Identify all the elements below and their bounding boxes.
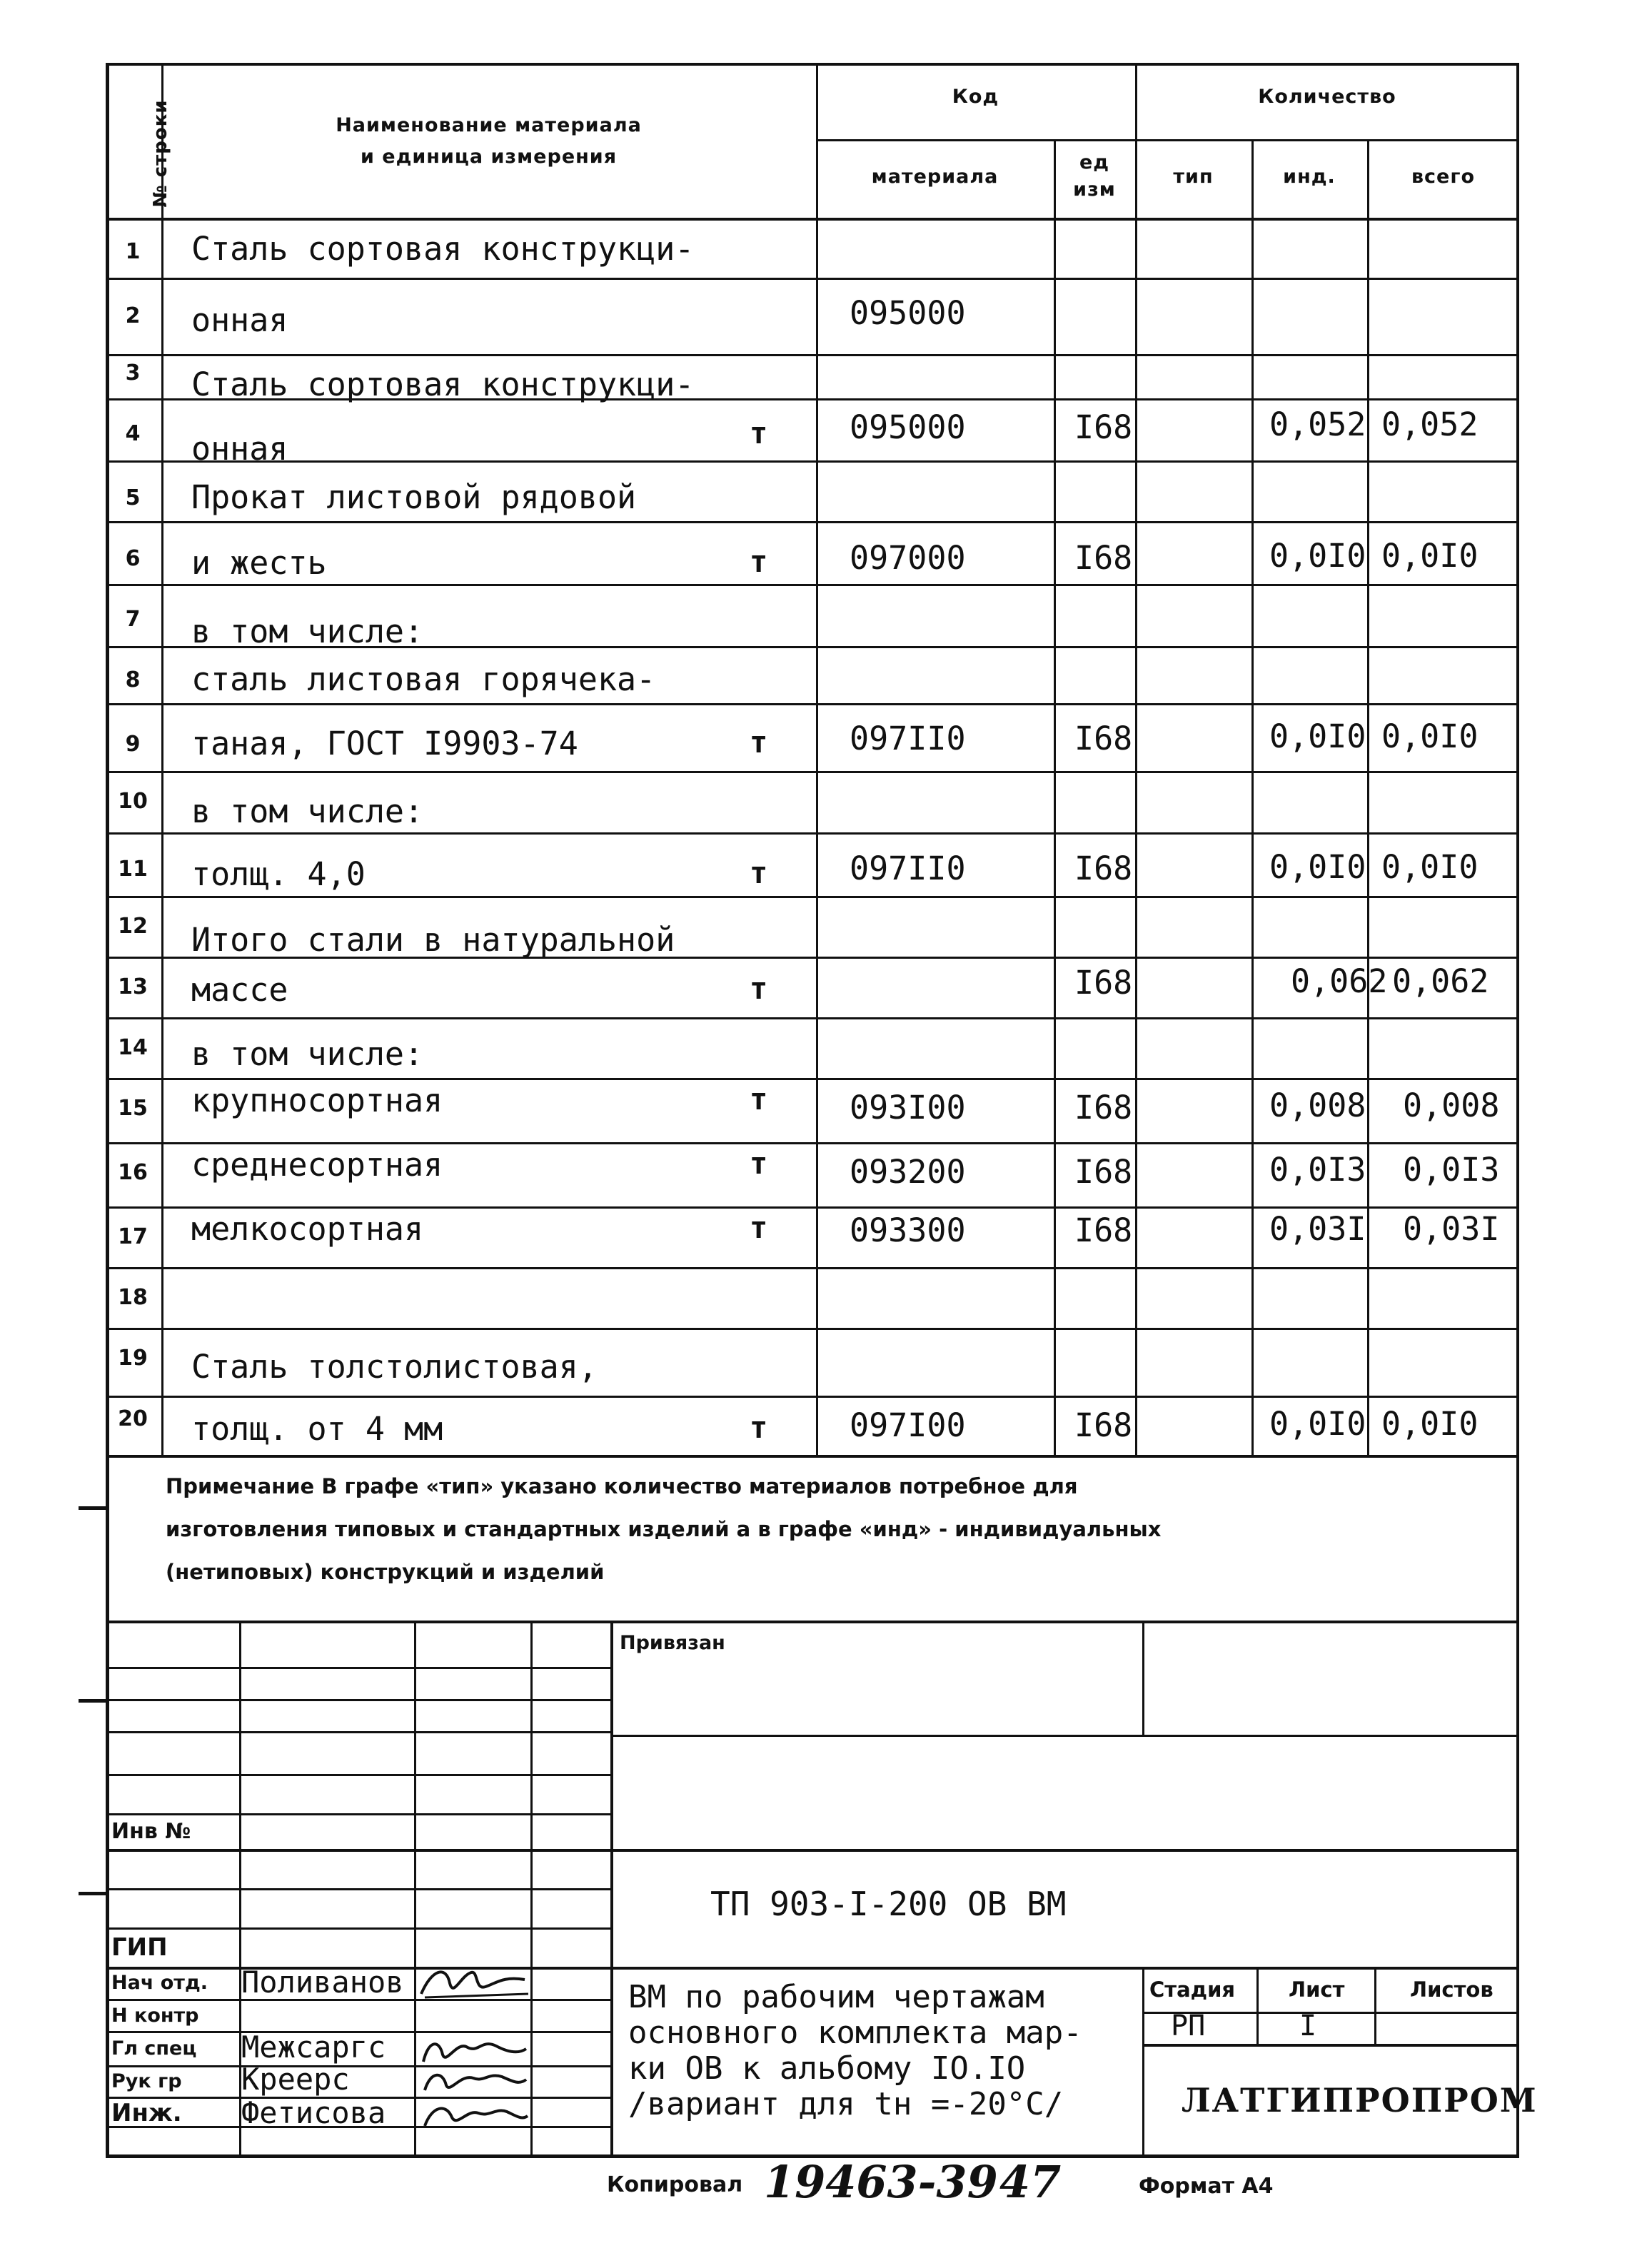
frame-top xyxy=(106,63,1519,66)
row-number: 4 xyxy=(125,421,141,446)
row-number: 12 xyxy=(118,914,148,939)
material-code: 093300 xyxy=(850,1211,966,1249)
qty-individual: 0,0I0 xyxy=(1269,717,1366,755)
note-line-3: (нетиповых) конструкций и изделий xyxy=(166,1560,605,1584)
row-number: 1 xyxy=(125,239,141,264)
signature-3 xyxy=(418,2065,532,2097)
unit-marker: т xyxy=(750,1410,768,1445)
qty-total: 0,008 xyxy=(1403,1087,1500,1124)
qty-individual: 0,062 xyxy=(1291,962,1388,1000)
qty-total: 0,052 xyxy=(1381,405,1479,443)
role-label: Нач отд. xyxy=(111,1972,208,1994)
row-number: 8 xyxy=(125,667,141,692)
unit-marker: т xyxy=(750,725,768,760)
material-name: онная xyxy=(191,301,288,339)
code-unit-header-line1: ед xyxy=(1079,151,1110,173)
material-name: Прокат листовой рядовой xyxy=(191,478,637,516)
qty-total: 0,0I0 xyxy=(1381,717,1479,755)
material-code: 097000 xyxy=(850,539,966,577)
material-name: среднесортная xyxy=(191,1146,443,1184)
qty-individual: 0,052 xyxy=(1269,405,1366,443)
row-number: 9 xyxy=(125,732,141,757)
row-number: 13 xyxy=(118,974,148,999)
row-number: 20 xyxy=(118,1406,148,1431)
unit-code: I68 xyxy=(1074,539,1133,577)
material-code: 097II0 xyxy=(850,850,966,887)
unit-marker: т xyxy=(750,1082,768,1117)
note-line-2: изготовления типовых и стандартных изделий а в графе «инд» - индивидуальных xyxy=(166,1517,1162,1541)
frame-right xyxy=(1516,63,1519,2158)
row-number: 15 xyxy=(118,1096,148,1121)
role-label: Н контр xyxy=(111,2005,199,2027)
material-name: мелкосортная xyxy=(191,1210,424,1248)
qty-total: 0,0I0 xyxy=(1381,1405,1479,1443)
sheets-label: Листов xyxy=(1410,1977,1493,2002)
material-code: 097I00 xyxy=(850,1406,966,1444)
row-number: 3 xyxy=(125,361,141,385)
role-label: ГИП xyxy=(111,1933,168,1962)
code-header: Код xyxy=(952,86,999,108)
material-name: сталь листовая горячека- xyxy=(191,660,656,698)
row-number: 7 xyxy=(125,607,141,632)
qty-ind-header: инд. xyxy=(1283,166,1336,188)
format-label: Формат А4 xyxy=(1139,2174,1274,2199)
qty-total: 0,0I3 xyxy=(1403,1151,1500,1189)
organization-name: ЛАТГИПРОПРОМ xyxy=(1182,2081,1538,2120)
qty-individual: 0,0I3 xyxy=(1269,1151,1366,1189)
unit-code: I68 xyxy=(1074,1211,1133,1249)
material-name: Сталь сортовая конструкци- xyxy=(191,366,695,403)
unit-code: I68 xyxy=(1074,964,1133,1002)
material-name: в том числе: xyxy=(191,792,424,830)
row-number: 19 xyxy=(118,1346,148,1371)
material-name: Итого стали в натуральной xyxy=(191,921,675,959)
material-code: 093200 xyxy=(850,1153,966,1191)
document-designation: ТП 903-I-200 ОВ ВМ xyxy=(710,1885,1067,1923)
qty-individual: 0,0I0 xyxy=(1269,1405,1366,1443)
material-name: онная xyxy=(191,430,288,468)
note-line-1: Примечание В графе «тип» указано количество материалов потребное для xyxy=(166,1474,1078,1498)
material-name: таная, ГОСТ I9903-74 xyxy=(191,725,578,762)
row-number: 11 xyxy=(118,857,148,882)
person-name: Поливанов xyxy=(241,1965,404,2000)
person-name: Креерс xyxy=(241,2062,350,2097)
code-unit-header-line2: изм xyxy=(1073,178,1116,201)
sheet-label: Лист xyxy=(1289,1977,1345,2002)
material-name: Сталь толстолистовая, xyxy=(191,1348,598,1386)
unit-marker: т xyxy=(750,544,768,579)
unit-code: I68 xyxy=(1074,1089,1133,1127)
qty-total: 0,0I0 xyxy=(1381,537,1479,575)
unit-code: I68 xyxy=(1074,408,1133,446)
row-number: 10 xyxy=(118,789,148,814)
signature-1 xyxy=(418,1962,532,2001)
unit-code: I68 xyxy=(1074,720,1133,757)
material-name: и жесть xyxy=(191,544,327,582)
row-number: 14 xyxy=(118,1035,148,1060)
role-label: Рук гр xyxy=(111,2070,182,2092)
qty-individual: 0,008 xyxy=(1269,1087,1366,1124)
qty-type-header: тип xyxy=(1173,166,1214,188)
page-number: 47 xyxy=(999,2156,1062,2208)
stage-label: Стадия xyxy=(1149,1977,1236,2002)
copied-label: Копировал xyxy=(607,2172,743,2197)
unit-marker: т xyxy=(750,1146,768,1181)
row-number: 2 xyxy=(125,303,141,328)
qty-total-header: всего xyxy=(1411,166,1476,188)
title-line: /вариант для tн =-20°С/ xyxy=(628,2086,1064,2122)
material-name-header-line1: Наименование материала xyxy=(336,114,642,136)
inventory-number-label: Инв № xyxy=(111,1819,191,1844)
signature-2 xyxy=(418,2033,532,2069)
title-line: ВМ по рабочим чертажам xyxy=(628,1979,1044,2015)
unit-marker: т xyxy=(750,1210,768,1245)
qty-individual: 0,03I xyxy=(1269,1210,1366,1248)
material-name: толщ. 4,0 xyxy=(191,855,366,893)
sheet-value: I xyxy=(1299,2010,1317,2042)
role-label: Инж. xyxy=(111,2099,182,2127)
unit-code: I68 xyxy=(1074,1153,1133,1191)
stage-value: РП xyxy=(1171,2010,1206,2042)
unit-marker: т xyxy=(750,415,768,450)
row-number: 5 xyxy=(125,485,141,510)
row-number: 18 xyxy=(118,1285,148,1310)
material-code: 095000 xyxy=(850,408,966,446)
qty-total: 0,0I0 xyxy=(1381,848,1479,886)
row-number: 16 xyxy=(118,1160,148,1185)
person-name: Фетисова xyxy=(241,2095,386,2130)
material-name: Сталь сортовая конструкци- xyxy=(191,230,695,268)
row-number-header: № строки xyxy=(150,99,171,208)
material-name: в том числе: xyxy=(191,1035,424,1073)
material-name: массе xyxy=(191,971,288,1009)
material-code: 097II0 xyxy=(850,720,966,757)
quantity-header: Количество xyxy=(1258,86,1396,108)
code-material-header: материала xyxy=(871,166,999,188)
unit-code: I68 xyxy=(1074,850,1133,887)
copied-number: 19463-39 xyxy=(764,2156,998,2208)
material-name: крупносортная xyxy=(191,1082,443,1119)
material-code: 095000 xyxy=(850,294,966,332)
signature-4 xyxy=(418,2099,532,2131)
material-name: в том числе: xyxy=(191,613,424,650)
material-name-header-line2: и единица измерения xyxy=(360,146,618,168)
unit-marker: т xyxy=(750,855,768,890)
title-line: ки ОВ к альбому IO.IO xyxy=(628,2050,1026,2087)
material-name: толщ. от 4 мм xyxy=(191,1410,443,1448)
role-label: Гл спец xyxy=(111,2037,197,2060)
qty-total: 0,03I xyxy=(1403,1210,1500,1248)
unit-marker: т xyxy=(750,971,768,1006)
privyazan-label: Привязан xyxy=(620,1632,725,1654)
row-number: 6 xyxy=(125,546,141,571)
material-code: 093I00 xyxy=(850,1089,966,1127)
row-number: 17 xyxy=(118,1224,148,1249)
qty-individual: 0,0I0 xyxy=(1269,537,1366,575)
title-line: основного комплекта мар- xyxy=(628,2015,1082,2051)
person-name: Межсаргс xyxy=(241,2030,386,2065)
qty-individual: 0,0I0 xyxy=(1269,848,1366,886)
unit-code: I68 xyxy=(1074,1406,1133,1444)
qty-total: 0,062 xyxy=(1392,962,1489,1000)
